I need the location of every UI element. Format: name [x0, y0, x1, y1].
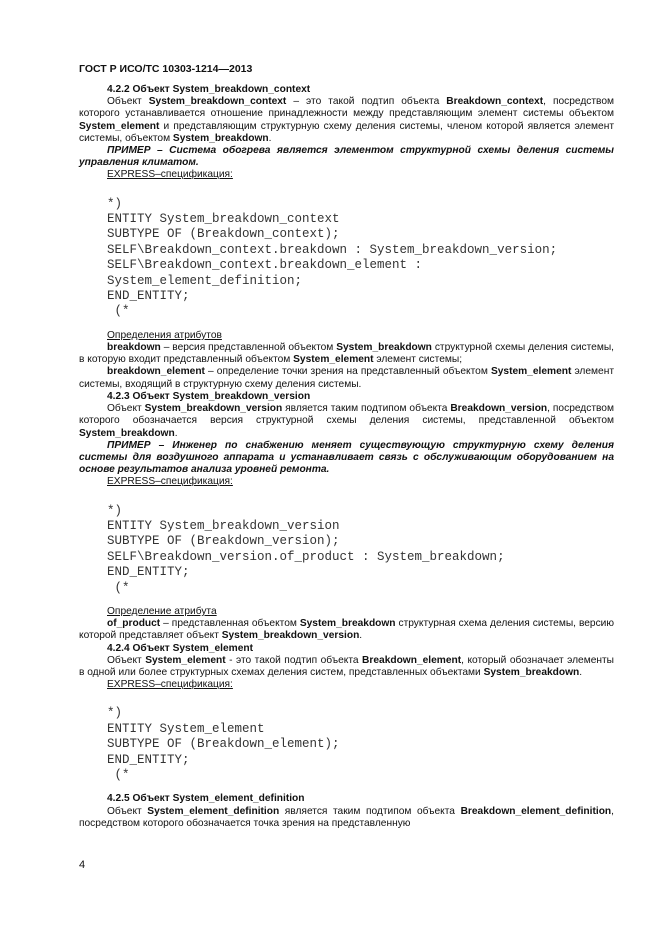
section-heading-4-2-4: 4.2.4 Объект System_element	[107, 642, 253, 654]
example-note: ПРИМЕР – Инженер по снабжению меняет существующую структурную схему деления системы для воздушного аппарата и устанавливает связь с обслуживающим оборудованием на основе результатов анализа уровней ремонта.	[79, 439, 614, 476]
code-line: SELF\Breakdown_version.of_product : System_breakdown;	[107, 549, 505, 564]
express-spec-label: EXPRESS–спецификация:	[107, 679, 233, 691]
attributes-label: Определения атрибутов	[107, 329, 222, 341]
code-line: ENTITY System_element	[107, 721, 265, 736]
code-line: SUBTYPE OF (Breakdown_context);	[107, 227, 340, 242]
section-heading-4-2-3: 4.2.3 Объект System_breakdown_version	[107, 390, 311, 402]
express-code-block	[79, 197, 614, 320]
code-line: System_element_definition;	[107, 273, 303, 288]
express-spec-label: EXPRESS–спецификация:	[107, 476, 233, 488]
code-line: *)	[107, 503, 123, 518]
paragraph: Объект System_breakdown_version является таким подтипом объекта Breakdown_version, посредством которого обозначается версия структурной схемы деления системы, представленной объектом System_breakdown.	[79, 403, 614, 439]
document-body	[79, 84, 614, 830]
code-line: (*	[107, 768, 130, 782]
attribute-definition: breakdown – версия представленной объектом System_breakdown структурной схемы деления системы, в которую входит представленный объектом System_element элемент системы;	[79, 342, 614, 366]
code-line: (*	[107, 304, 130, 319]
paragraph: Объект System_element - это такой подтип объекта Breakdown_element, который обозначает элементы в одной или более структурных схемах деления систем, представленных объектами System_breakdown.	[79, 654, 614, 678]
code-line: *)	[107, 196, 123, 211]
code-line: SELF\Breakdown_context.breakdown_element :	[107, 258, 423, 273]
page-number: 4	[79, 859, 86, 871]
code-line: SELF\Breakdown_context.breakdown : System_breakdown_version;	[107, 242, 558, 257]
attribute-definition: breakdown_element – определение точки зрения на представленный объектом System_element элемент системы, входящий в структурную схему деления системы.	[79, 366, 614, 390]
code-line: (*	[107, 580, 130, 595]
code-line: ENTITY System_breakdown_context	[107, 212, 340, 227]
example-note: ПРИМЕР – Система обогрева является элементом структурной схемы деления системы управления климатом.	[79, 145, 614, 169]
section-heading-4-2-5: 4.2.5 Объект System_element_definition	[107, 793, 305, 805]
express-spec-label: EXPRESS–спецификация:	[107, 169, 233, 181]
section-heading-4-2-2: 4.2.2 Объект System_breakdown_context	[107, 84, 311, 95]
paragraph: Объект System_element_definition является таким подтипом объекта Breakdown_element_definition, посредством которого обозначается точка зрения на представленную	[79, 805, 614, 829]
attribute-label: Определение атрибута	[107, 605, 217, 617]
express-code-block	[79, 706, 614, 783]
code-line: END_ENTITY;	[107, 289, 190, 304]
paragraph: Объект System_breakdown_context – это такой подтип объекта Breakdown_context, посредством которого устанавливается отношение принадлежности между представляющим элемент системы объектом System_element и представляющим структурную схему деления системы, членом которой является элемент системы, объектом System_breakdown.	[79, 96, 615, 144]
code-line: END_ENTITY;	[107, 565, 190, 580]
document-header: ГОСТ Р ИСО/ТС 10303-1214—2013	[79, 63, 253, 75]
code-line: SUBTYPE OF (Breakdown_element);	[107, 737, 340, 752]
code-line: SUBTYPE OF (Breakdown_version);	[107, 534, 340, 549]
express-code-block	[79, 504, 614, 596]
code-line: *)	[107, 706, 123, 721]
attribute-definition: of_product – представленная объектом System_breakdown структурная схема деления системы, версию которой представляет объект System_breakdown_version.	[79, 618, 615, 642]
code-line: END_ENTITY;	[107, 752, 190, 767]
code-line: ENTITY System_breakdown_version	[107, 518, 340, 533]
